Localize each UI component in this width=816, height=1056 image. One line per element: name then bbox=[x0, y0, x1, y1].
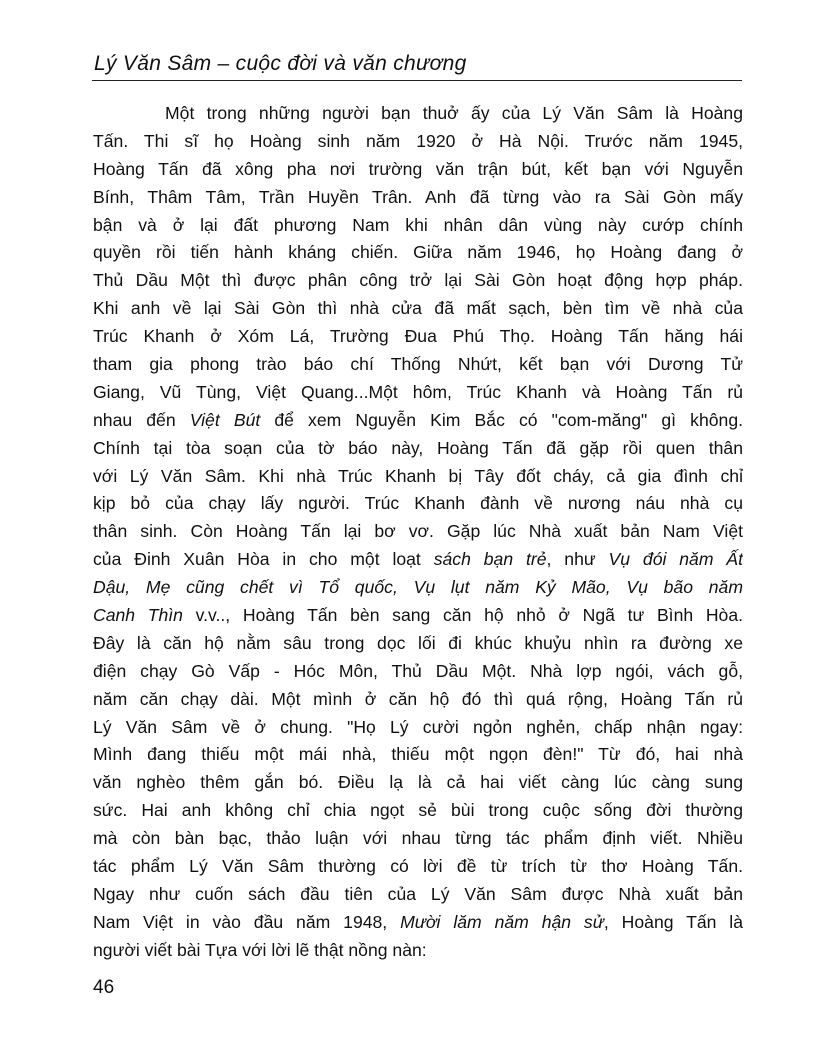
text-line: tác phẩm Lý Văn Sâm thường có lời đề từ trích từ thơ Hoàng Tấn. bbox=[93, 856, 743, 877]
text-line: Lý Văn Sâm về ở chung. "Họ Lý cười ngỏn nghẻn, chấp nhận ngay: bbox=[93, 716, 743, 737]
text-line: Thủ Dầu Một thì được phân công trở lại Sài Gòn hoạt động hợp pháp. bbox=[93, 270, 743, 291]
text-line: điện chạy Gò Vấp - Hóc Môn, Thủ Dầu Một. Nhà lợp ngói, vách gỗ, bbox=[93, 660, 743, 681]
text-line: Nam Việt in vào đầu năm 1948, Mười lăm năm hận sử, Hoàng Tấn là bbox=[93, 911, 743, 932]
text-line: quyền rồi tiến hành kháng chiến. Giữa năm 1946, họ Hoàng đang ở bbox=[93, 242, 743, 263]
italic-title: Vụ đói năm Ất bbox=[608, 549, 743, 570]
page-number: 46 bbox=[93, 977, 115, 998]
body-text bbox=[93, 100, 743, 965]
italic-series: sách bạn trẻ bbox=[433, 549, 547, 570]
text-line: Giang, Vũ Tùng, Việt Quang...Một hôm, Trúc Khanh và Hoàng Tấn rủ bbox=[93, 381, 743, 402]
text-line: sức. Hai anh không chỉ chia ngọt sẻ bùi trong cuộc sống đời thường bbox=[93, 800, 743, 821]
text-line: bận và ở lại đất phương Nam khi nhân dân vùng này cướp chính bbox=[93, 214, 743, 235]
text-line: của Đinh Xuân Hòa in cho một loạt sách bạn trẻ, như Vụ đói năm Ất bbox=[93, 549, 743, 570]
text-line: Đây là căn hộ nằm sâu trong dọc lối đi khúc khuỷu nhìn ra đường xe bbox=[93, 632, 743, 653]
text-line: Khi anh về lại Sài Gòn thì nhà cửa đã mất sạch, bèn tìm về nhà của bbox=[93, 298, 743, 319]
italic-title: Việt Bút bbox=[189, 409, 261, 430]
italic-title: Mười lăm năm hận sử bbox=[400, 911, 604, 932]
text-line: văn nghèo thêm gắn bó. Điều lạ là cả hai viết càng lúc càng sung bbox=[93, 772, 743, 793]
running-title: Lý Văn Sâm – cuộc đời và văn chương bbox=[94, 52, 467, 75]
italic-title: Canh Thìn bbox=[93, 605, 183, 626]
italic-title: Dậu, Mẹ cũng chết vì Tổ quốc, Vụ lụt năm Kỷ Mão, Vụ bão năm bbox=[93, 577, 743, 598]
text-line: Ngay như cuốn sách đầu tiên của Lý Văn Sâm được Nhà xuất bản bbox=[93, 883, 743, 904]
text-line: năm căn chạy dài. Một mình ở căn hộ đó thì quá rộng, Hoàng Tấn rủ bbox=[93, 688, 743, 709]
text-line: tham gia phong trào báo chí Thống Nhứt, kết bạn với Dương Tử bbox=[93, 354, 743, 375]
text-line: kịp bỏ của chạy lấy người. Trúc Khanh đành về nương náu nhà cụ bbox=[93, 493, 743, 514]
text-line: Bính, Thâm Tâm, Trần Huyền Trân. Anh đã từng vào ra Sài Gòn mấy bbox=[93, 186, 743, 207]
text-line: Một trong những người bạn thuở ấy của Lý Văn Sâm là Hoàng bbox=[165, 103, 743, 123]
text-line: người viết bài Tựa với lời lẽ thật nồng nàn: bbox=[93, 939, 427, 960]
text-line bbox=[93, 574, 743, 602]
text-line: với Lý Văn Sâm. Khi nhà Trúc Khanh bị Tây đốt cháy, cả gia đình chỉ bbox=[93, 465, 743, 486]
text-line: nhau đến Việt Bút để xem Nguyễn Kim Bắc có "com-măng" gì không. bbox=[93, 409, 743, 430]
text-line: Tấn. Thi sĩ họ Hoàng sinh năm 1920 ở Hà Nội. Trước năm 1945, bbox=[93, 130, 743, 151]
text-line: Chính tại tòa soạn của tờ báo này, Hoàng Tấn đã gặp rồi quen thân bbox=[93, 437, 743, 458]
text-line: Canh Thìn v.v.., Hoàng Tấn bèn sang căn hộ nhỏ ở Ngã tư Bình Hòa. bbox=[93, 605, 743, 626]
running-header bbox=[92, 50, 742, 81]
text-line: mà còn bàn bạc, thảo luận với nhau từng tác phẩm định viết. Nhiều bbox=[93, 828, 743, 849]
text-line: Trúc Khanh ở Xóm Lá, Trường Đua Phú Thọ. Hoàng Tấn hăng hái bbox=[93, 326, 743, 347]
text-line: Hoàng Tấn đã xông pha nơi trường văn trận bút, kết bạn với Nguyễn bbox=[93, 158, 743, 179]
text-line: Mình đang thiếu một mái nhà, thiếu một ngọn đèn!" Từ đó, hai nhà bbox=[93, 744, 743, 765]
text-line: thân sinh. Còn Hoàng Tấn lại bơ vơ. Gặp lúc Nhà xuất bản Nam Việt bbox=[93, 521, 743, 542]
